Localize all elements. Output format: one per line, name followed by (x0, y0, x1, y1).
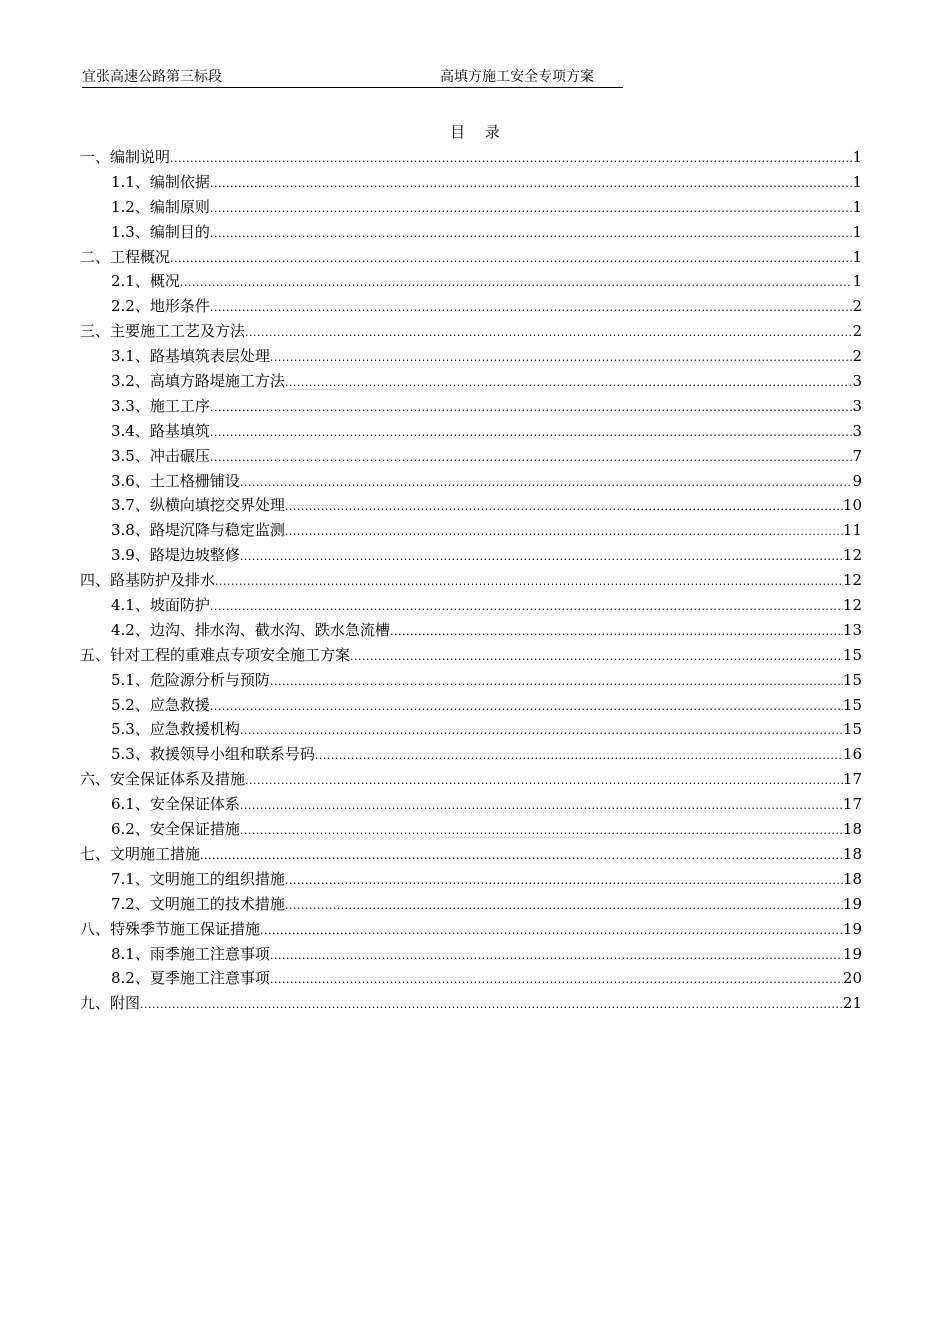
toc-entry-label: 三、主要施工工艺及方法 (80, 322, 246, 341)
toc-entry[interactable] (80, 319, 862, 344)
toc-entry-label: 3.4、路基填筑 (111, 421, 210, 440)
toc-dot-leader (270, 968, 843, 993)
toc-entry-page-number: 10 (842, 496, 862, 515)
toc-entry-page-number: 1 (852, 272, 862, 291)
toc-entry-label: 7.1、文明施工的组织措施 (111, 869, 285, 888)
toc-entry[interactable] (80, 543, 862, 568)
toc-entry-page-number: 20 (842, 969, 862, 988)
toc-entry-label: 3.3、施工工序 (111, 396, 210, 415)
toc-entry-label: 6.2、安全保证措施 (111, 820, 240, 839)
toc-dot-leader (285, 371, 853, 396)
toc-dot-leader (350, 645, 843, 670)
toc-entry-page-number: 2 (852, 347, 862, 366)
toc-entry-label: 7.2、文明施工的技术措施 (111, 894, 285, 913)
toc-entry-page-number: 15 (842, 720, 862, 739)
toc-entry[interactable] (80, 668, 862, 693)
toc-entry[interactable] (80, 344, 862, 369)
toc-entry-page-number: 18 (842, 844, 862, 863)
toc-entry-label: 3.7、纵横向填挖交界处理 (111, 496, 285, 515)
toc-entry-page-number: 15 (842, 645, 862, 664)
toc-entry-page-number: 17 (842, 795, 862, 814)
toc-entry[interactable] (80, 618, 862, 643)
toc-dot-leader (285, 894, 843, 919)
toc-entry-label: 4.1、坡面防护 (111, 596, 210, 615)
toc-entry-page-number: 2 (852, 297, 862, 316)
toc-heading: 目 录 (450, 123, 508, 141)
toc-entry-page-number: 19 (842, 894, 862, 913)
toc-entry[interactable] (80, 742, 862, 767)
toc-dot-leader (210, 396, 853, 421)
toc-dot-leader (170, 247, 852, 272)
toc-dot-leader (210, 197, 853, 222)
toc-dot-leader (210, 446, 853, 471)
toc-entry-page-number: 9 (852, 471, 862, 490)
toc-entry[interactable] (80, 568, 862, 593)
toc-dot-leader (140, 993, 843, 1018)
toc-entry[interactable] (80, 842, 862, 867)
toc-dot-leader (215, 570, 843, 595)
toc-entry-label: 3.9、路堤边坡整修 (111, 546, 240, 565)
toc-entry-page-number: 1 (852, 247, 862, 266)
toc-entry-page-number: 3 (852, 421, 862, 440)
toc-entry-page-number: 19 (842, 944, 862, 963)
toc-entry-label: 5.2、应急救援 (111, 695, 210, 714)
toc-dot-leader (245, 769, 843, 794)
toc-dot-leader (240, 794, 843, 819)
toc-dot-leader (240, 719, 843, 744)
toc-entry-label: 1.1、编制依据 (111, 172, 210, 191)
toc-entry-page-number: 2 (852, 322, 862, 341)
toc-entry[interactable] (80, 593, 862, 618)
toc-entry[interactable] (80, 518, 862, 543)
toc-entry-label: 2.2、地形条件 (111, 297, 210, 316)
toc-dot-leader (315, 744, 843, 769)
toc-entry[interactable] (80, 867, 862, 892)
toc-dot-leader (390, 620, 843, 645)
toc-entry-label: 3.5、冲击碾压 (111, 446, 210, 465)
toc-dot-leader (285, 495, 843, 520)
toc-dot-leader (210, 222, 853, 247)
toc-entry-label: 1.2、编制原则 (111, 197, 210, 216)
toc-entry[interactable] (80, 269, 862, 294)
toc-entry-page-number: 13 (842, 620, 862, 639)
toc-dot-leader (270, 346, 853, 371)
toc-entry-page-number: 12 (842, 571, 862, 590)
toc-entry[interactable] (80, 717, 862, 742)
toc-entry-page-number: 19 (842, 919, 862, 938)
toc-entry-label: 九、附图 (80, 994, 141, 1013)
toc-entry-label: 六、安全保证体系及措施 (80, 770, 246, 789)
toc-entry-page-number: 15 (842, 695, 862, 714)
toc-entry-page-number: 7 (852, 446, 862, 465)
toc-entry-label: 七、文明施工措施 (80, 844, 201, 863)
toc-dot-leader (180, 271, 853, 296)
toc-entry-label: 6.1、安全保证体系 (111, 795, 240, 814)
page-header (82, 68, 623, 88)
toc-entry-label: 二、工程概况 (80, 247, 171, 266)
toc-dot-leader (245, 321, 852, 346)
toc-dot-leader (240, 819, 843, 844)
toc-entry-label: 3.2、高填方路堤施工方法 (111, 372, 285, 391)
toc-entry-label: 3.6、土工格栅铺设 (111, 471, 240, 490)
toc-entry-page-number: 3 (852, 372, 862, 391)
toc-entry-label: 5.3、应急救援机构 (111, 720, 240, 739)
toc-entry[interactable] (80, 170, 862, 195)
toc-entry[interactable] (80, 145, 862, 170)
toc-entry[interactable] (80, 394, 862, 419)
toc-entry[interactable] (80, 220, 862, 245)
toc-entry[interactable] (80, 817, 862, 842)
toc-entry[interactable] (80, 991, 862, 1016)
toc-entry-page-number: 15 (842, 670, 862, 689)
toc-entry[interactable] (80, 693, 862, 718)
toc-entry[interactable] (80, 942, 862, 967)
toc-entry[interactable] (80, 493, 862, 518)
toc-entry-page-number: 1 (852, 172, 862, 191)
toc-dot-leader (210, 421, 853, 446)
toc-entry-label: 四、路基防护及排水 (80, 571, 216, 590)
toc-entry-label: 4.2、边沟、排水沟、截水沟、跌水急流槽 (111, 620, 390, 639)
toc-entry-page-number: 1 (852, 222, 862, 241)
toc-dot-leader (285, 520, 843, 545)
toc-dot-leader (210, 296, 853, 321)
toc-entry-page-number: 17 (842, 770, 862, 789)
toc-entry-page-number: 3 (852, 396, 862, 415)
toc-entry[interactable] (80, 643, 862, 668)
toc-entry[interactable] (80, 444, 862, 469)
toc-entry-label: 8.2、夏季施工注意事项 (111, 969, 270, 988)
toc-entry[interactable] (80, 767, 862, 792)
toc-entry-page-number: 1 (852, 148, 862, 166)
toc-dot-leader (270, 670, 843, 695)
toc-entry-page-number: 12 (842, 596, 862, 615)
header-document-title: 高填方施工安全专项方案 (440, 69, 594, 85)
toc-entry-label: 3.1、路基填筑表层处理 (111, 347, 270, 366)
toc-entry-label: 1.3、编制目的 (111, 222, 210, 241)
toc-entry-label: 5.1、危险源分析与预防 (111, 670, 270, 689)
toc-dot-leader (170, 147, 852, 172)
toc-entry-label: 八、特殊季节施工保证措施 (80, 919, 261, 938)
toc-entry[interactable] (80, 419, 862, 444)
toc-dot-leader (210, 595, 843, 620)
header-project-name: 宜张高速公路第三标段 (82, 69, 222, 85)
toc-entry-label: 五、针对工程的重难点专项安全施工方案 (80, 645, 351, 664)
toc-entry-page-number: 12 (842, 546, 862, 565)
toc-entry-label: 8.1、雨季施工注意事项 (111, 944, 270, 963)
toc-entry[interactable] (80, 966, 862, 991)
toc-entry[interactable] (80, 245, 862, 270)
toc-entry-page-number: 16 (842, 745, 862, 764)
toc-entry[interactable] (80, 369, 862, 394)
toc-dot-leader (210, 172, 853, 197)
toc-entry[interactable] (80, 294, 862, 319)
toc-entry-page-number: 1 (852, 197, 862, 216)
toc-entry-page-number: 18 (842, 820, 862, 839)
toc-dot-leader (285, 869, 843, 894)
toc-entry-page-number: 11 (842, 521, 862, 540)
toc-dot-leader (210, 695, 843, 720)
toc-dot-leader (200, 844, 843, 869)
toc-entry-label: 5.3、救援领导小组和联系号码 (111, 745, 315, 764)
toc-entry[interactable] (80, 792, 862, 817)
toc-dot-leader (260, 919, 843, 944)
toc-entry-label: 3.8、路堤沉降与稳定监测 (111, 521, 285, 540)
toc-entry[interactable] (80, 195, 862, 220)
toc-entry[interactable] (80, 469, 862, 494)
toc-entry[interactable] (80, 917, 862, 942)
table-of-contents (80, 145, 862, 1016)
toc-entry[interactable] (80, 892, 862, 917)
toc-entry-label: 一、编制说明 (80, 148, 171, 166)
toc-entry-page-number: 21 (842, 994, 862, 1013)
toc-entry-page-number: 18 (842, 869, 862, 888)
toc-dot-leader (270, 944, 843, 969)
toc-dot-leader (240, 471, 853, 496)
toc-entry-label: 2.1、概况 (111, 272, 180, 291)
toc-dot-leader (240, 545, 843, 570)
